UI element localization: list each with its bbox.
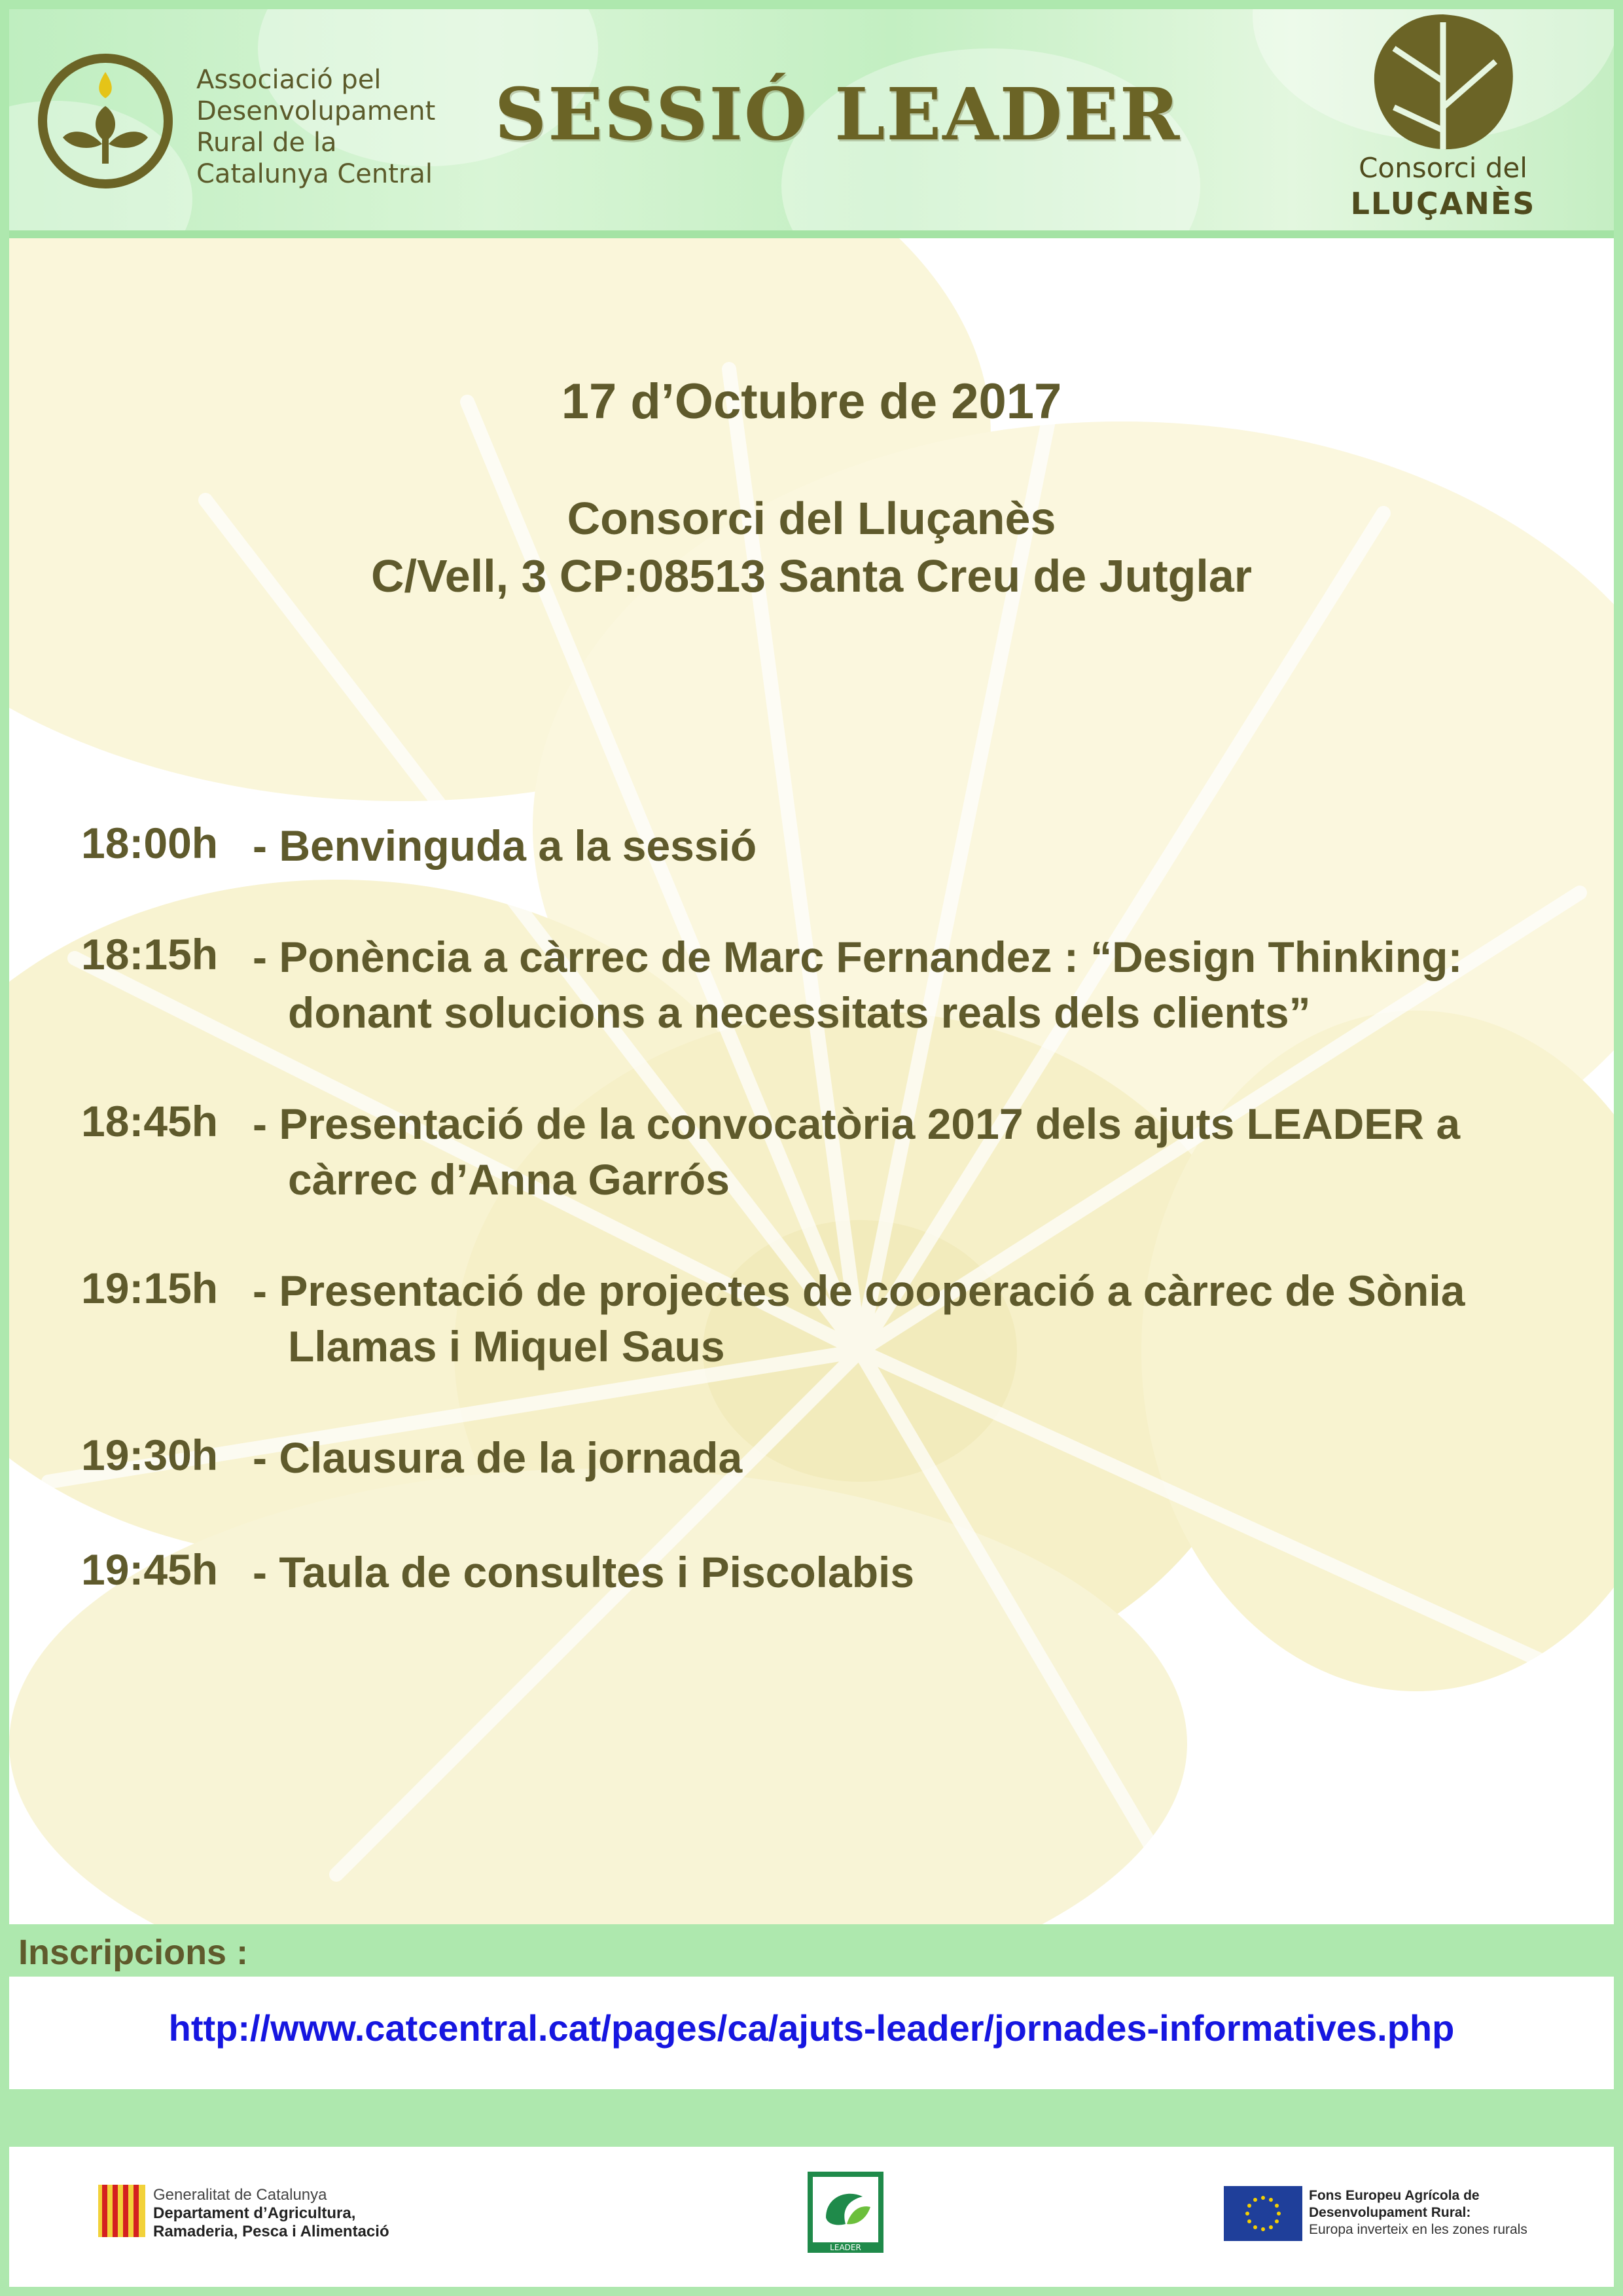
agenda-line: - Presentació de projectes de cooperació a càrrec de Sònia xyxy=(253,1266,1465,1315)
agenda-line: càrrec d’Anna Garrós xyxy=(288,1155,730,1204)
generalitat-logo-icon xyxy=(98,2185,145,2237)
agenda-description xyxy=(253,1430,1623,1486)
venue-name: Consorci del Lluçanès xyxy=(567,493,1056,544)
agenda-line: donant solucions a necessitats reals dels clients” xyxy=(288,988,1311,1037)
generalitat-line: Departament d’Agricultura, xyxy=(153,2204,356,2222)
association-name-line: Associació pel xyxy=(196,65,382,95)
agenda-line: - Presentació de la convocatòria 2017 dels ajuts LEADER a xyxy=(253,1100,1461,1148)
generalitat-line: Generalitat de Catalunya xyxy=(153,2186,327,2204)
agenda-time: 19:45h xyxy=(81,1545,219,1594)
agenda-time: 19:30h xyxy=(81,1431,219,1479)
consorci-logo-line2: LLUÇANÈS xyxy=(1350,186,1536,221)
leader-logo-text: LEADER xyxy=(830,2243,861,2252)
leader-logo-icon xyxy=(808,2172,883,2253)
agenda-line: - Benvinguda a la sessió xyxy=(253,821,757,870)
agenda-description xyxy=(253,1263,1623,1374)
association-logo-icon xyxy=(37,52,174,190)
agenda-line: Llamas i Miquel Saus xyxy=(288,1322,725,1371)
registration-link[interactable]: http://www.catcentral.cat/pages/ca/ajuts-leader/jornades-informatives.php xyxy=(168,2007,1455,2049)
feader-line: Europa inverteix en les zones rurals xyxy=(1309,2222,1527,2237)
poster-title: SESSIÓ LEADER xyxy=(494,72,1181,156)
feader-text xyxy=(1309,2187,1597,2238)
eu-flag-icon xyxy=(1224,2186,1302,2241)
agenda-line: - Taula de consultes i Piscolabis xyxy=(253,1548,915,1596)
agenda-line: - Clausura de la jornada xyxy=(253,1433,743,1482)
footer-separator-band xyxy=(9,2089,1614,2147)
agenda-time: 18:15h xyxy=(81,930,219,978)
agenda-time: 18:45h xyxy=(81,1097,219,1145)
feader-line: Fons Europeu Agrícola de xyxy=(1309,2188,1480,2203)
agenda-description xyxy=(253,818,1623,874)
agenda-description xyxy=(253,1096,1623,1208)
agenda-description xyxy=(253,1545,1623,1600)
feader-line: Desenvolupament Rural: xyxy=(1309,2205,1471,2220)
consorci-leaf-logo-icon xyxy=(1368,9,1518,153)
consorci-logo-line1: Consorci del xyxy=(1359,152,1527,184)
generalitat-line: Ramaderia, Pesca i Alimentació xyxy=(153,2223,389,2240)
association-name xyxy=(196,64,471,190)
association-name-line: Catalunya Central xyxy=(196,159,433,189)
association-name-line: Rural de la xyxy=(196,128,337,158)
generalitat-text xyxy=(153,2186,546,2241)
registration-label: Inscripcions : xyxy=(18,1933,249,1972)
agenda-time: 19:15h xyxy=(81,1264,219,1312)
agenda-time: 18:00h xyxy=(81,819,219,867)
agenda-line: - Ponència a càrrec de Marc Fernandez : “Design Thinking: xyxy=(253,933,1463,981)
agenda-description xyxy=(253,929,1623,1041)
association-name-line: Desenvolupament xyxy=(196,96,436,126)
registration-band xyxy=(9,1924,1614,1977)
event-date: 17 d’Octubre de 2017 xyxy=(561,374,1062,429)
header-divider xyxy=(9,230,1614,238)
event-venue xyxy=(0,490,1623,605)
venue-address: C/Vell, 3 CP:08513 Santa Creu de Jutglar xyxy=(370,550,1253,601)
